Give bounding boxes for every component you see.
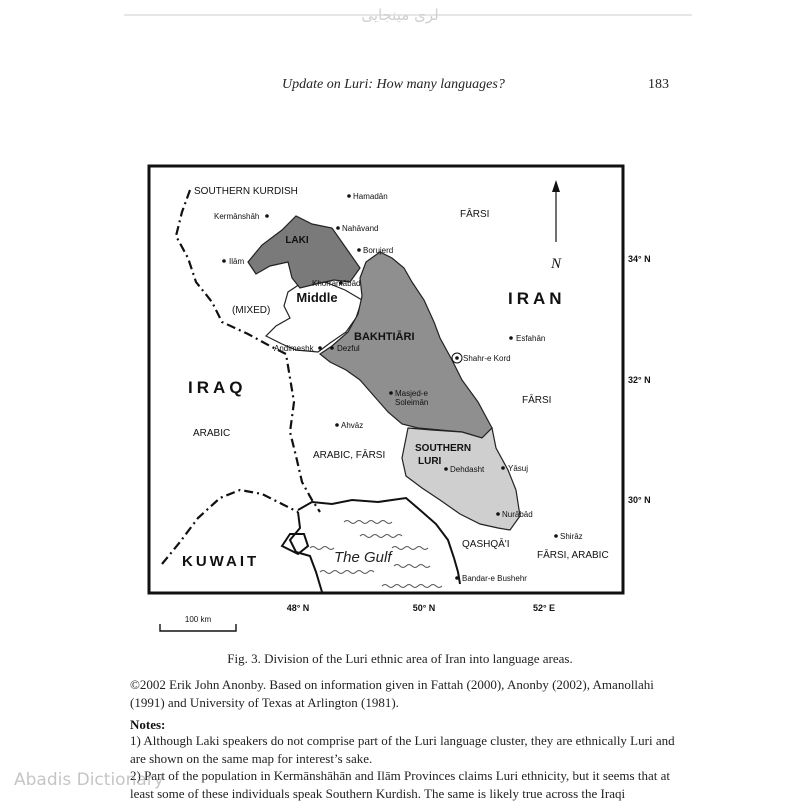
watermark-bottom: Abadis Dictionary (14, 770, 164, 790)
label-southern-luri-1: SOUTHERN (415, 443, 472, 454)
city-shahr-e-kord: Shahr-e Kord (463, 354, 511, 363)
city-masjed-e-2: Soleimān (395, 398, 429, 407)
city-borujerd: Borujerd (363, 246, 394, 255)
city-dehdasht: Dehdasht (450, 465, 485, 474)
city-esfahan: Esfahān (516, 334, 546, 343)
city-masjed-e-1: Masjed-e (395, 389, 428, 398)
scale-bar (160, 615, 236, 631)
label-middle: Middle (296, 290, 338, 305)
label-iran: IRAN (508, 289, 566, 308)
longitude-48: 48° N (286, 603, 310, 613)
city-hamadan: Hamadān (353, 192, 388, 201)
city-nahavand: Nahāvand (342, 224, 379, 233)
notes-heading: Notes: (130, 717, 166, 732)
north-arrow-label: N (550, 256, 562, 272)
city-yasuj: Yāsuj (508, 464, 529, 473)
label-iraq: IRAQ (188, 378, 247, 397)
label-farsi-arabic: FĀRSI, ARABIC (537, 550, 609, 561)
note-1: 1) Although Laki speakers do not comprise part of the Luri language cluster, they are ethnically Luri and are shown on the same map for interest’s sake. (130, 733, 675, 766)
note-2: 2) Part of the population in Kermānshāhān and Ilām Provinces claims Luri ethnicity, but it seems that at least some of these individuals speak Southern Kurdish. The same is likely true across the Iraqi (130, 768, 670, 801)
longitude-52: 52° E (532, 603, 556, 613)
running-head: Update on Luri: How many languages? (282, 77, 505, 92)
city-kermanshah: Kermānshāh (214, 212, 260, 221)
label-farsi-east: FĀRSI (522, 395, 552, 406)
label-bakhtiari: BAKHTIĀRI (354, 331, 415, 343)
city-bandar-e-bushehr: Bandar-e Bushehr (462, 574, 527, 583)
city-ilam: Ilām (229, 257, 245, 266)
scale-bar-label: 100 km (184, 615, 212, 624)
figure-credit: ©2002 Erik John Anonby. Based on information given in Fattah (2000), Anonby (2002), Amanollahi (1991) and University of Texas at Arlington (1981). (130, 677, 654, 710)
label-farsi-north: FĀRSI (460, 209, 490, 220)
city-shiraz: Shirāz (560, 532, 583, 541)
longitude-50: 50° N (412, 603, 436, 613)
label-arabic-farsi: ARABIC, FĀRSI (313, 450, 386, 461)
latitude-30: 30° N (628, 495, 651, 505)
latitude-32: 32° N (628, 375, 651, 385)
label-mixed: (MIXED) (232, 305, 271, 316)
watermark-top: لری مینجایی (361, 6, 439, 24)
page-number: 183 (648, 77, 669, 92)
city-ahvaz: Ahvāz (341, 421, 364, 430)
label-southern-kurdish: SOUTHERN KURDISH (194, 186, 298, 197)
label-southern-luri-2: LURI (418, 456, 442, 467)
city-dezful: Dezful (337, 344, 360, 353)
label-arabic: ARABIC (193, 428, 231, 439)
city-andimeshk: Andimeshk (274, 344, 314, 353)
figure-caption: Fig. 3. Division of the Luri ethnic area of Iran into language areas. (227, 651, 573, 666)
city-nurabad: Nurābād (502, 510, 533, 519)
label-the-gulf: The Gulf (334, 549, 392, 566)
label-qashqai: QASHQĀ'I (462, 539, 510, 550)
city-khorramabad: Khorramābād (312, 279, 361, 288)
latitude-34: 34° N (628, 254, 651, 264)
label-kuwait: KUWAIT (182, 553, 260, 570)
label-laki: LAKI (285, 235, 309, 246)
